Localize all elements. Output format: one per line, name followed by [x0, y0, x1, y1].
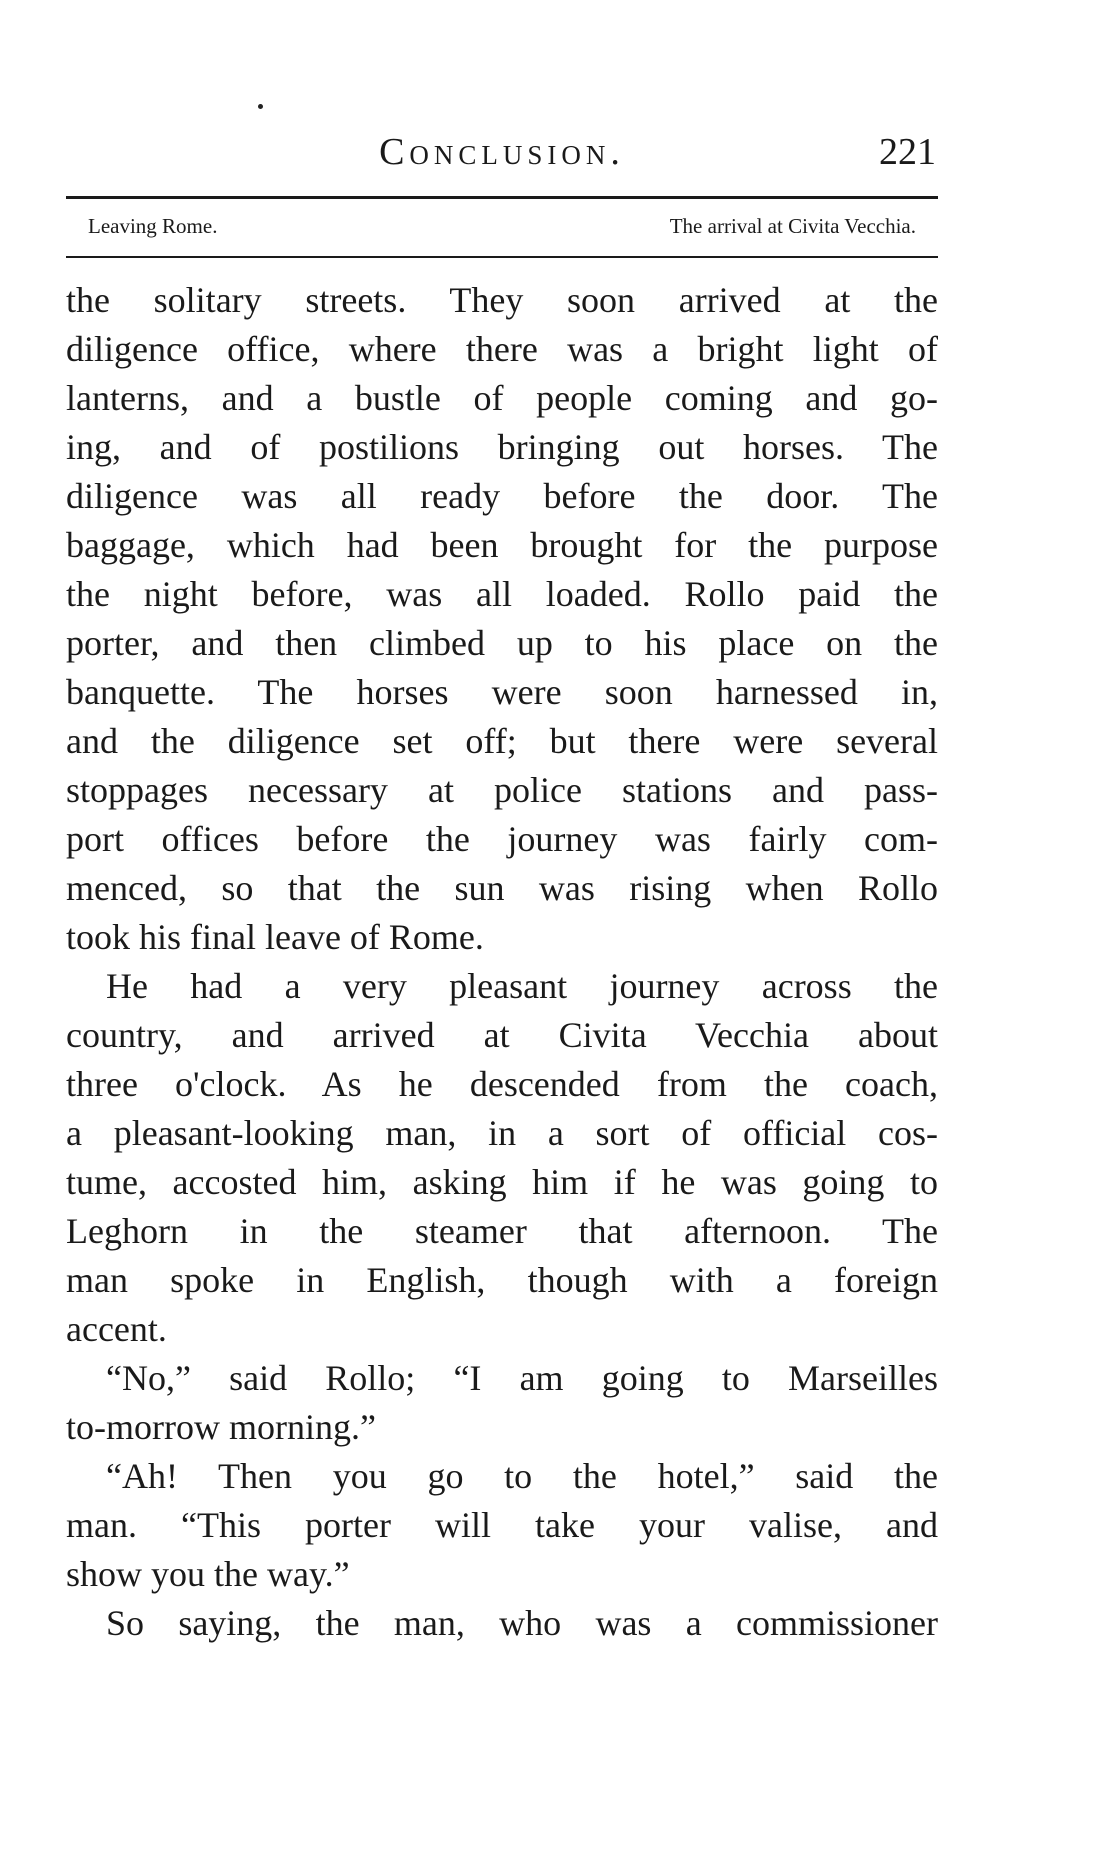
header-rule-top [66, 196, 938, 199]
text-line: He had a very pleasant journey across the [106, 966, 938, 1006]
ink-speck [258, 104, 263, 109]
text-line: menced, so that the sun was rising when Rollo [66, 868, 938, 908]
text-line: “Ah! Then you go to the hotel,” said the [106, 1456, 938, 1496]
text-line: “No,” said Rollo; “I am going to Marseilles [106, 1358, 938, 1398]
text-line: man. “This porter will take your valise, and [66, 1505, 938, 1545]
book-page [66, 0, 938, 1850]
text-line: stoppages necessary at police stations and pass- [66, 770, 938, 810]
subhead-right: The arrival at Civita Vecchia. [669, 214, 916, 238]
text-line: Leghorn in the steamer that afternoon. The [66, 1211, 938, 1251]
text-line: the night before, was all loaded. Rollo paid the [66, 574, 938, 614]
text-line: the solitary streets. They soon arrived at the [66, 280, 938, 320]
text-line: tume, accosted him, asking him if he was going to [66, 1162, 938, 1202]
text-line: accent. [66, 1309, 167, 1349]
text-line: took his final leave of Rome. [66, 917, 484, 957]
text-line: and the diligence set off; but there were several [66, 721, 938, 761]
header-rule-bottom [66, 256, 938, 258]
text-line: a pleasant-looking man, in a sort of official cos- [66, 1113, 938, 1153]
text-line: baggage, which had been brought for the purpose [66, 525, 938, 565]
text-line: banquette. The horses were soon harnessed in, [66, 672, 938, 712]
section-subheads [66, 210, 938, 246]
running-head [66, 130, 938, 180]
text-line: porter, and then climbed up to his place on the [66, 623, 938, 663]
text-line: port offices before the journey was fairly com- [66, 819, 938, 859]
text-line: So saying, the man, who was a commissioner [106, 1603, 938, 1643]
body-text [66, 276, 938, 1648]
text-line: diligence office, where there was a bright light of [66, 329, 938, 369]
chapter-title: Conclusion. [379, 131, 625, 173]
text-line: three o'clock. As he descended from the coach, [66, 1064, 938, 1104]
text-line: show you the way.” [66, 1554, 350, 1594]
text-line: lanterns, and a bustle of people coming and go- [66, 378, 938, 418]
text-line: to-morrow morning.” [66, 1407, 376, 1447]
text-line: diligence was all ready before the door. The [66, 476, 938, 516]
page-number: 221 [879, 131, 936, 173]
text-line: ing, and of postilions bringing out horses. The [66, 427, 938, 467]
text-line: man spoke in English, though with a foreign [66, 1260, 938, 1300]
text-line: country, and arrived at Civita Vecchia about [66, 1015, 938, 1055]
subhead-left: Leaving Rome. [88, 214, 218, 238]
